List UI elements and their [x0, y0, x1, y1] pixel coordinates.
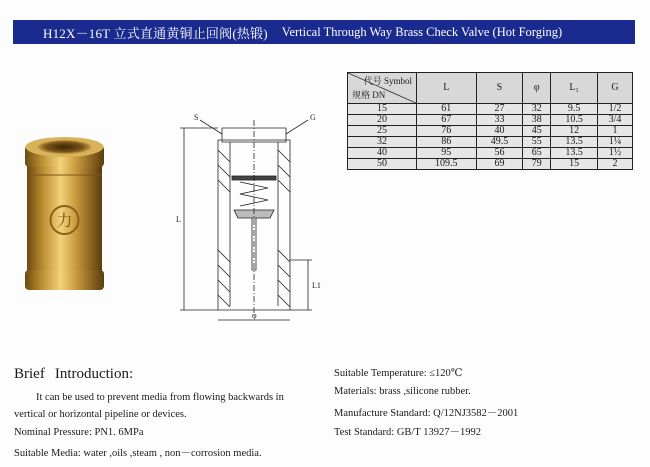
cell-s: 33 [476, 115, 523, 126]
test-standard: Test Standard: GB/T 13927－1992 [334, 427, 481, 438]
spec-table-header [348, 73, 633, 104]
table-corner-cell [348, 73, 417, 104]
suitable-media: Suitable Media: water ,oils ,steam , non－corrosion media. [14, 448, 262, 459]
label-phi: φ [252, 311, 257, 320]
cell-dn: 15 [348, 104, 417, 115]
valve-photo-bottom-hex [25, 270, 104, 290]
col-header-phi: φ [523, 73, 551, 104]
cell-dn: 32 [348, 137, 417, 148]
drawing-leader-g [286, 120, 308, 134]
cell-g: 2 [598, 159, 633, 170]
cell-phi: 55 [523, 137, 551, 148]
col-header-s: S [476, 73, 523, 104]
valve-photo [22, 135, 107, 300]
spec-table [347, 72, 633, 170]
label-l1: L1 [312, 281, 321, 290]
cell-l: 61 [417, 104, 477, 115]
drawing-hatch-left [218, 150, 230, 307]
brief-heading [14, 366, 133, 383]
title-chinese: H12X－16T 立式直通黄铜止回阀(热锻) [43, 25, 268, 41]
cell-g: 1¼ [598, 137, 633, 148]
cell-phi: 79 [523, 159, 551, 170]
title-english: Vertical Through Way Brass Check Valve (Hot Forging) [281, 24, 563, 39]
cell-s: 69 [476, 159, 523, 170]
cell-l: 86 [417, 137, 477, 148]
label-g: G [310, 113, 316, 122]
materials: Materials: brass ,silicone rubber. [334, 386, 471, 397]
valve-photo-bore [38, 140, 92, 154]
cell-phi: 32 [523, 104, 551, 115]
col-header-l: L [417, 73, 477, 104]
cell-l: 95 [417, 148, 477, 159]
header-bar [13, 20, 635, 44]
table-row [348, 104, 633, 115]
brief-heading-word2: Introduction: [54, 366, 134, 382]
suitable-temperature: Suitable Temperature: ≤120℃ [334, 368, 463, 379]
cell-l: 67 [417, 115, 477, 126]
table-row [348, 148, 633, 159]
cell-l: 109.5 [417, 159, 477, 170]
drawing-leader-s [200, 120, 222, 134]
cell-l1: 10.5 [551, 115, 598, 126]
cell-g: 1 [598, 126, 633, 137]
table-row [348, 126, 633, 137]
description-line-1: It can be used to prevent media from flowing backwards in [36, 392, 284, 403]
manufacture-standard: Manufacture Standard: Q/12NJ3582－2001 [334, 408, 519, 419]
cell-s: 27 [476, 104, 523, 115]
description-line-2: vertical or horizontal pipeline or devices. [14, 409, 187, 420]
drawing-hatch-right [278, 150, 290, 307]
cell-phi: 65 [523, 148, 551, 159]
cell-l1: 15 [551, 159, 598, 170]
cell-s: 56 [476, 148, 523, 159]
cell-g: 3/4 [598, 115, 633, 126]
cell-phi: 38 [523, 115, 551, 126]
corner-dn: 规格 DN [352, 90, 386, 100]
cell-g: 1/2 [598, 104, 633, 115]
cell-phi: 45 [523, 126, 551, 137]
cell-g: 1½ [598, 148, 633, 159]
cell-dn: 20 [348, 115, 417, 126]
cell-dn: 40 [348, 148, 417, 159]
cell-l1: 12 [551, 126, 598, 137]
cell-l1: 9.5 [551, 104, 598, 115]
brief-heading-word1: Brief [14, 366, 45, 382]
cell-dn: 50 [348, 159, 417, 170]
cell-s: 49.5 [476, 137, 523, 148]
table-row [348, 159, 633, 170]
col-header-g: G [598, 73, 633, 104]
label-s: S [194, 113, 199, 122]
col-header-l1: L₁ [551, 73, 598, 104]
cell-l1: 13.5 [551, 148, 598, 159]
table-row [348, 115, 633, 126]
label-l: L [176, 215, 181, 224]
cell-dn: 25 [348, 126, 417, 137]
corner-symbol: 代号 Symbol [363, 76, 412, 86]
valve-photo-logo: 力 [56, 211, 73, 230]
valve-section-drawing [160, 110, 350, 325]
nominal-pressure: Nominal Pressure: PN1. 6MPa [14, 427, 144, 438]
table-row [348, 137, 633, 148]
cell-s: 40 [476, 126, 523, 137]
cell-l: 76 [417, 126, 477, 137]
cell-l1: 13.5 [551, 137, 598, 148]
